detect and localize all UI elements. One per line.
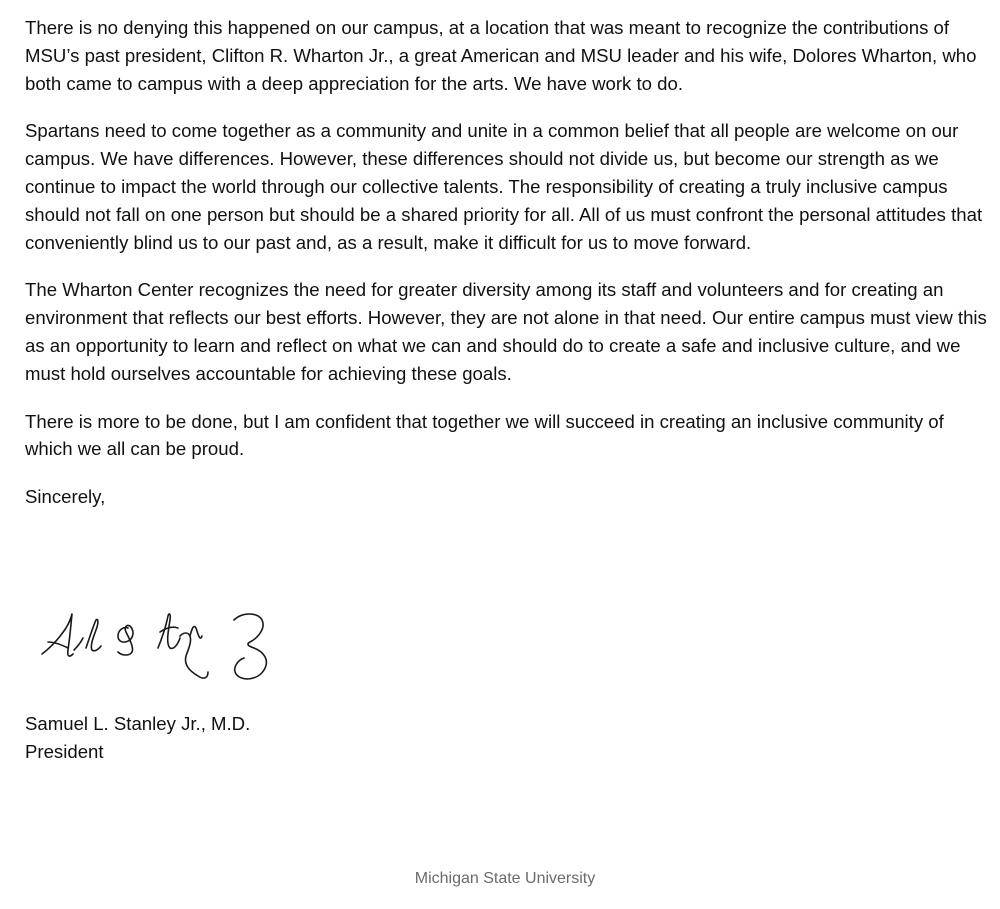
letter-body bbox=[25, 14, 991, 511]
signer-title: President bbox=[25, 740, 104, 762]
paragraph-4: There is more to be done, but I am confident that together we will succeed in creating an inclusive community of which we all can be proud. bbox=[25, 410, 944, 460]
paragraph-3: The Wharton Center recognizes the need for greater diversity among its staff and volunteers and for creating an environment that reflects our best efforts. However, they are not alone in that need. Our entire campus must view this as an opportunity to learn and reflect on what we can and should do to create a safe and inclusive culture, and we must hold ourselves accountable for achieving these goals. bbox=[25, 279, 987, 384]
footer-institution: Michigan State University bbox=[414, 870, 596, 887]
signer-block bbox=[25, 710, 250, 766]
paragraph-1: There is no denying this happened on our campus, at a location that was meant to recognize the contributions of MSU’s past president, Clifton R. Wharton Jr., a great American and MSU leader and his wife, Dolores Wharton, who both came to campus with a deep appreciation for the arts. We have work to do. bbox=[25, 17, 977, 94]
signature-icon bbox=[38, 598, 288, 690]
paragraph-2: Spartans need to come together as a community and unite in a common belief that all people are welcome on our campus. We have differences. However, these differences should not divide us, but become our strength as we continue to impact the world through our collective talents. The responsibility of creating a truly inclusive campus should not fall on one person but should be a shared priority for all. All of us must confront the personal attitudes that conveniently blind us to our past and, as a result, make it difficult for us to move forward. bbox=[25, 120, 983, 253]
signer-name: Samuel L. Stanley Jr., M.D. bbox=[25, 713, 251, 734]
closing-salutation: Sincerely, bbox=[25, 486, 106, 508]
